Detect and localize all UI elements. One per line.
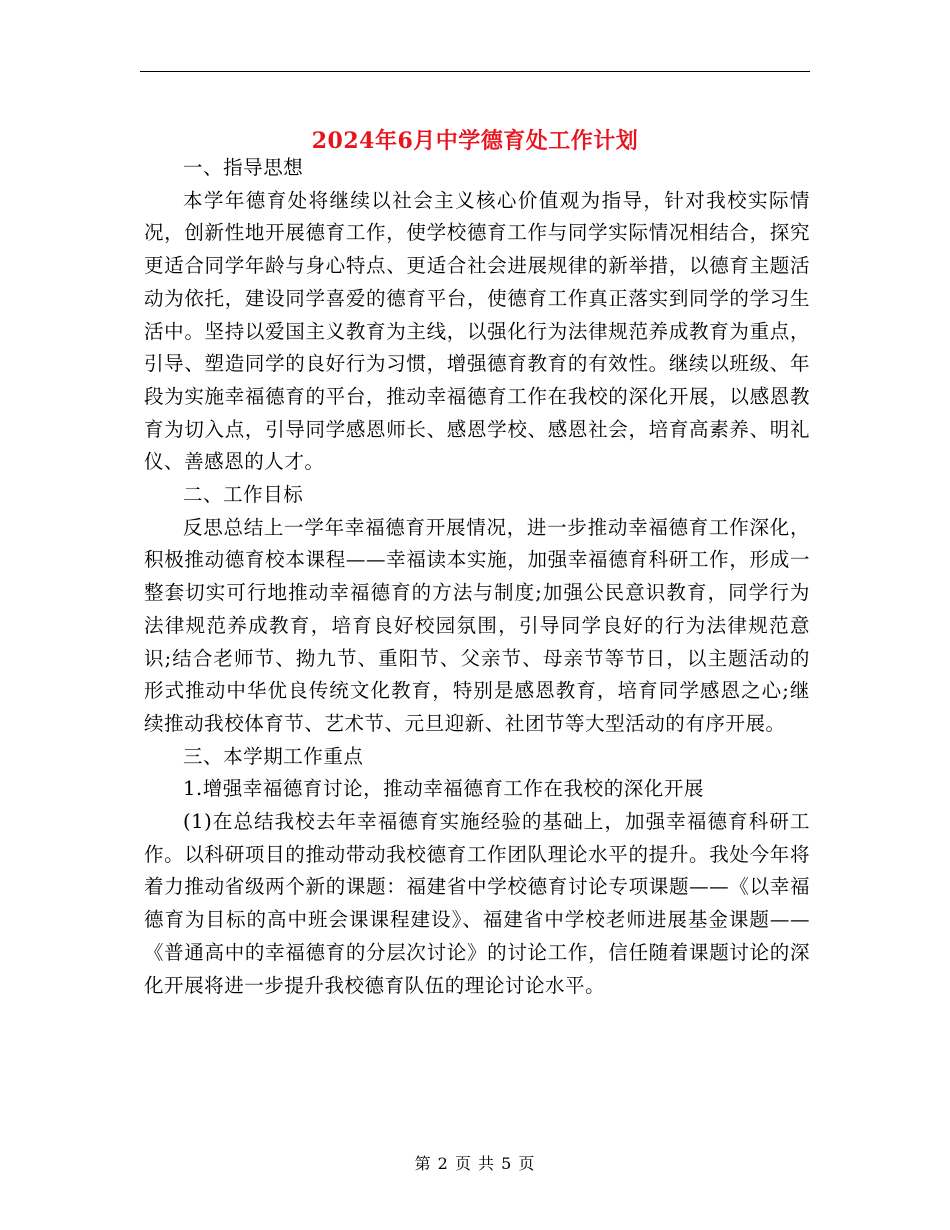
paragraph-research-work: (1)在总结我校去年幸福德育实施经验的基础上，加强幸福德育科研工作。以科研项目的推动带动我校德育工作团队理论水平的提升。我处今年将着力推动省级两个新的课题：福建省中学校德育讨论专项课题——《以幸福德育为目标的高中班会课课程建设》、福建省中学校老师进展基金课题——《普通高中的幸福德育的分层次讨论》的讨论工作，信任随着课题讨论的深化开展将进一步提升我校德育队伍的理论讨论水平。 <box>144 810 810 997</box>
paragraph-work-goals: 反思总结上一学年幸福德育开展情况，进一步推动幸福德育工作深化，积极推动德育校本课程——幸福读本实施，加强幸福德育科研工作，形成一整套切实可行地推动幸福德育的方法与制度;加强公民意识教育，同学行为法律规范养成教育，培育良好校园氛围，引导同学良好的行为法律规范意识;结合老师节、拗九节、重阳节、父亲节、母亲节等节日，以主题活动的形式推动中华优良传统文化教育，特别是感恩教育，培育同学感恩之心;继续推动我校体育节、艺术节、元旦迎新、社团节等大型活动的有序开展。 <box>144 515 810 735</box>
document-body <box>144 152 810 1002</box>
subheading-happiness-moral-education: 1.增强幸福德育讨论，推动幸福德育工作在我校的深化开展 <box>183 777 704 801</box>
section-heading-key-work: 三、本学期工作重点 <box>183 744 364 768</box>
paragraph-guiding-ideology: 本学年德育处将继续以社会主义核心价值观为指导，针对我校实际情况，创新性地开展德育工作，使学校德育工作与同学实际情况相结合，探究更适合同学年龄与身心特点、更适合社会进展规律的新举措，以德育主题活动为依托，建设同学喜爱的德育平台，使德育工作真正落实到同学的学习生活中。坚持以爱国主义教育为主线，以强化行为法律规范养成教育为重点，引导、塑造同学的良好行为习惯，增强德育教育的有效性。继续以班级、年段为实施幸福德育的平台，推动幸福德育工作在我校的深化开展，以感恩教育为切入点，引导同学感恩师长、感恩学校、感恩社会，培育高素养、明礼仪、善感恩的人才。 <box>144 188 810 474</box>
page-number: 第 2 页 共 5 页 <box>414 1154 536 1173</box>
document-title: 2024年6月中学德育处工作计划 <box>311 127 639 154</box>
section-heading-work-goals: 二、工作目标 <box>183 483 304 507</box>
section-heading-guiding-ideology: 一、指导思想 <box>183 156 304 179</box>
header-rule <box>140 71 810 72</box>
